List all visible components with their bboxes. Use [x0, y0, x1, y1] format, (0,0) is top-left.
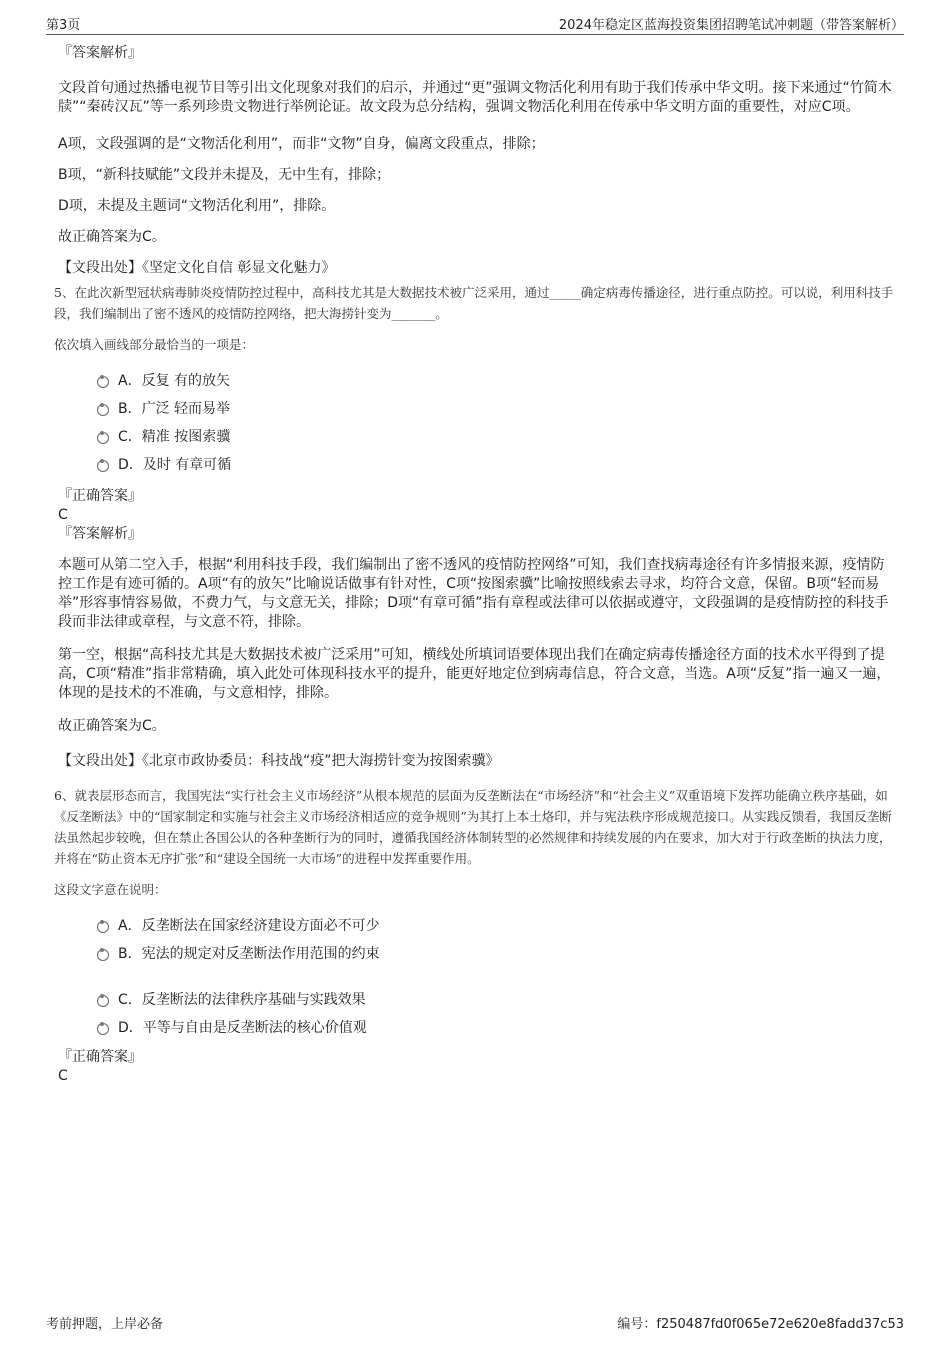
option-text: 精准 按图索骥: [141, 429, 231, 445]
q4-final-answer: 故正确答案为C。: [58, 229, 166, 245]
page-content: [54, 44, 898, 1086]
option-letter: C．: [118, 429, 142, 445]
radio-icon[interactable]: [97, 1023, 109, 1035]
q5-option-a[interactable]: [58, 367, 898, 395]
option-text: 及时 有章可循: [142, 457, 232, 473]
radio-icon[interactable]: [97, 404, 109, 416]
q4-source: 【文段出处】《坚定文化自信 彰显文化魅力》: [58, 260, 336, 276]
q6-answer: C: [58, 1068, 68, 1084]
page-header: [46, 12, 904, 35]
option-text: 反复 有的放矢: [141, 373, 231, 389]
document-id: 编号：f250487fd0f065e72e620e8fadd37c53: [617, 1317, 904, 1332]
q6-option-c[interactable]: [58, 986, 898, 1014]
radio-icon[interactable]: [97, 376, 109, 388]
option-letter: D．: [118, 1020, 143, 1036]
q5-stem: 5、在此次新型冠状病毒肺炎疫情防控过程中，高科技尤其是大数据技术被广泛采用，通过_____确定病毒传播途径，进行重点防控。可以说，利用科技手段，我们编制出了密不透风的疫情防控网络，把大海捞针变为_______。: [54, 285, 894, 321]
option-letter: B．: [118, 946, 142, 962]
q6-stem: 6、就表层形态而言，我国宪法“实行社会主义市场经济”从根本规范的层面为反垄断法在“市场经济”和“社会主义”双重语境下发挥功能确立秩序基础，如《反垄断法》中的“国家制定和实施与社会主义市场经济相适应的竞争规则”为其打上本土烙印，并与宪法秩序形成规范接口。从实践反馈看，我国反垄断法虽然起步较晚，但在禁止各国公认的各种垄断行为的同时，遵循我国经济体制转型的必然规律和持续发展的内在要求，加大对于行政垄断的执法力度，并将在“防止资本无序扩张”和“建设全国统一大市场”的进程中发挥重要作用。: [54, 788, 892, 866]
option-letter: D．: [118, 457, 143, 473]
q5-option-c[interactable]: [58, 423, 898, 451]
page-number: 第3页: [46, 18, 81, 33]
option-text: 反垄断法在国家经济建设方面必不可少: [141, 918, 380, 934]
option-letter: B．: [118, 401, 142, 417]
q5-option-b[interactable]: [58, 395, 898, 423]
option-text: 平等与自由是反垄断法的核心价值观: [142, 1020, 367, 1036]
q5-analysis-paragraph-1: 本题可从第二空入手，根据“利用科技手段，我们编制出了密不透风的疫情防控网络”可知，我们查找病毒途径有许多情报来源，疫情防控工作是有迹可循的。A项“有的放矢”比喻说话做事有针对性，C项“按图索骥”比喻按照线索去寻求，均符合文意，保留。B项“轻而易举”形容事情容易做，不费力气，与文意无关，排除；D项“有章可循”指有章程或法律可以依据或遵守，文段强调的是疫情防控的科技手段而非法律或章程，与文意不符，排除。: [58, 557, 889, 630]
option-letter: A．: [118, 918, 142, 934]
option-text: 反垄断法的法律秩序基础与实践效果: [141, 992, 366, 1008]
document-title: 2024年稳定区蓝海投资集团招聘笔试冲刺题（带答案解析）: [558, 18, 904, 33]
q6-option-a[interactable]: [58, 912, 898, 940]
q5-prompt: 依次填入画线部分最恰当的一项是：: [54, 337, 255, 352]
option-text: 广泛 轻而易举: [141, 401, 231, 417]
radio-icon[interactable]: [97, 432, 109, 444]
q5-analysis-label: 『答案解析』: [58, 526, 142, 542]
option-letter: A．: [118, 373, 142, 389]
q5-option-d[interactable]: [58, 451, 898, 479]
q5-answer: C: [58, 507, 68, 523]
q6-option-d[interactable]: [58, 1014, 898, 1042]
q6-option-b[interactable]: [58, 940, 898, 968]
q4-analysis-paragraph: 文段首句通过热播电视节目等引出文化现象对我们的启示，并通过“更”强调文物活化利用有助于我们传承中华文明。接下来通过“竹简木牍”“秦砖汉瓦”等一系列珍贵文物进行举例论证。故文段为总分结构，强调文物活化利用在传承中华文明方面的重要性，对应C项。: [58, 80, 892, 115]
radio-icon[interactable]: [97, 995, 109, 1007]
q4-analysis-label: 『答案解析』: [58, 45, 142, 61]
option-text: 宪法的规定对反垄断法作用范围的约束: [141, 946, 380, 962]
q5-final-answer: 故正确答案为C。: [58, 718, 166, 734]
q4-analysis-option-d: D项，未提及主题词“文物活化利用”，排除。: [58, 198, 336, 214]
q4-analysis-option-b: B项，“新科技赋能”文段并未提及，无中生有，排除；: [58, 167, 391, 183]
q5-analysis-paragraph-2: 第一空，根据“高科技尤其是大数据技术被广泛采用”可知，横线处所填词语要体现出我们在确定病毒传播途径方面的技术水平得到了提高，C项“精准”指非常精确，填入此处可体现科技水平的提升，能更好地定位到病毒信息，符合文意，当选。A项“反复”指一遍又一遍，体现的是技术的不准确，与文意相悖，排除。: [58, 647, 891, 701]
radio-icon[interactable]: [97, 460, 109, 472]
q5-answer-label: 『正确答案』: [58, 488, 142, 504]
q6-answer-label: 『正确答案』: [58, 1049, 142, 1065]
radio-icon[interactable]: [97, 949, 109, 961]
q4-analysis-option-a: A项，文段强调的是“文物活化利用”，而非“文物”自身，偏离文段重点，排除；: [58, 136, 545, 152]
footer-slogan: 考前押题，上岸必备: [46, 1317, 164, 1332]
q5-source: 【文段出处】《北京市政协委员：科技战“疫”把大海捞针变为按图索骥》: [58, 753, 500, 769]
option-letter: C．: [118, 992, 142, 1008]
q6-prompt: 这段文字意在说明：: [54, 882, 167, 897]
radio-icon[interactable]: [97, 921, 109, 933]
